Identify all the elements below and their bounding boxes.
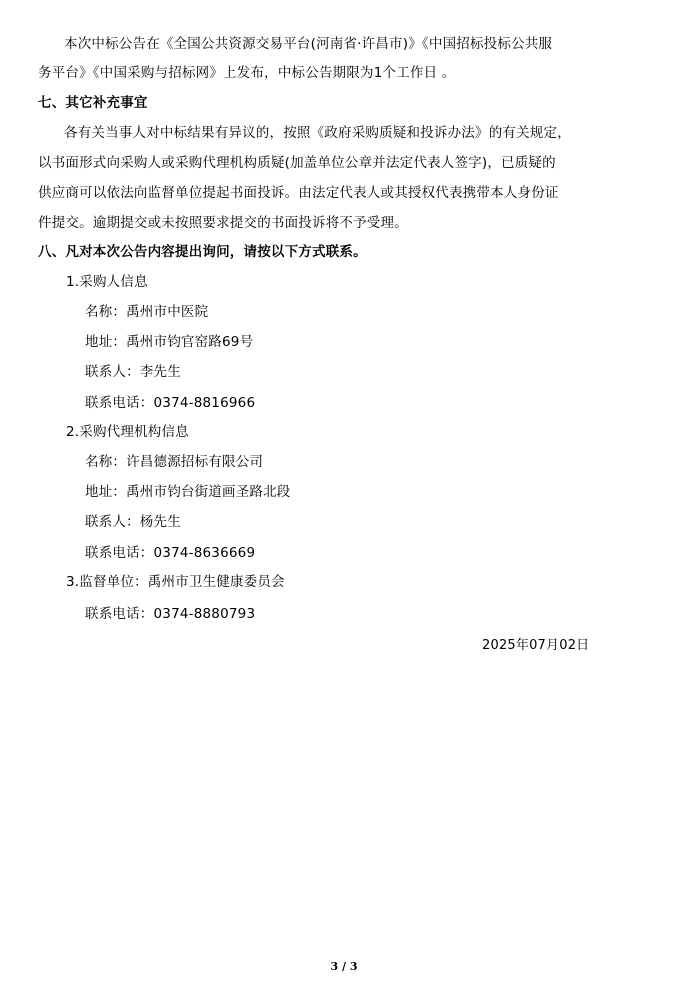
purchaser-title: 1.采购人信息: [66, 274, 148, 290]
agency-address: 地址：禹州市钧台街道画圣路北段: [85, 484, 291, 500]
notice-paragraph-line-1: 本次中标公告在《全国公共资源交易平台(河南省·许昌市)》《中国招标投标公共服: [64, 36, 553, 52]
section-8-heading: 八、凡对本次公告内容提出询问，请按以下方式联系。: [38, 244, 367, 260]
agency-name: 名称：许昌德源招标有限公司: [85, 454, 264, 470]
section-7-paragraph-line-1: 各有关当事人对中标结果有异议的，按照《政府采购质疑和投诉办法》的有关规定，: [64, 125, 571, 141]
agency-phone: 联系电话：0374-8636669: [85, 545, 256, 561]
purchaser-phone: 联系电话：0374-8816966: [85, 395, 256, 411]
supervisor-phone: 联系电话：0374-8880793: [85, 606, 256, 622]
notice-paragraph-line-2: 务平台》《中国采购与招标网》上发布，中标公告期限为1个工作日 。: [38, 65, 456, 81]
agency-contact: 联系人：杨先生: [85, 514, 181, 530]
agency-title: 2.采购代理机构信息: [66, 424, 189, 440]
purchaser-name: 名称：禹州市中医院: [85, 304, 209, 320]
purchaser-contact: 联系人：李先生: [85, 364, 181, 380]
section-7-heading: 七、其它补充事宜: [38, 95, 148, 111]
section-7-paragraph-line-3: 供应商可以依法向监督单位提起书面投诉。由法定代表人或其授权代表携带本人身份证: [38, 185, 559, 201]
section-7-paragraph-line-2: 以书面形式向采购人或采购代理机构质疑(加盖单位公章并法定代表人签字)，已质疑的: [38, 155, 556, 171]
supervisor-title: 3.监督单位：禹州市卫生健康委员会: [66, 574, 285, 590]
section-7-paragraph-line-4: 件提交。逾期提交或未按照要求提交的书面投诉将不予受理。: [38, 215, 408, 231]
page-number: 3 / 3: [330, 960, 358, 973]
announcement-date: 2025年07月02日: [482, 638, 590, 653]
purchaser-address: 地址：禹州市钧官窑路69号: [85, 334, 254, 350]
